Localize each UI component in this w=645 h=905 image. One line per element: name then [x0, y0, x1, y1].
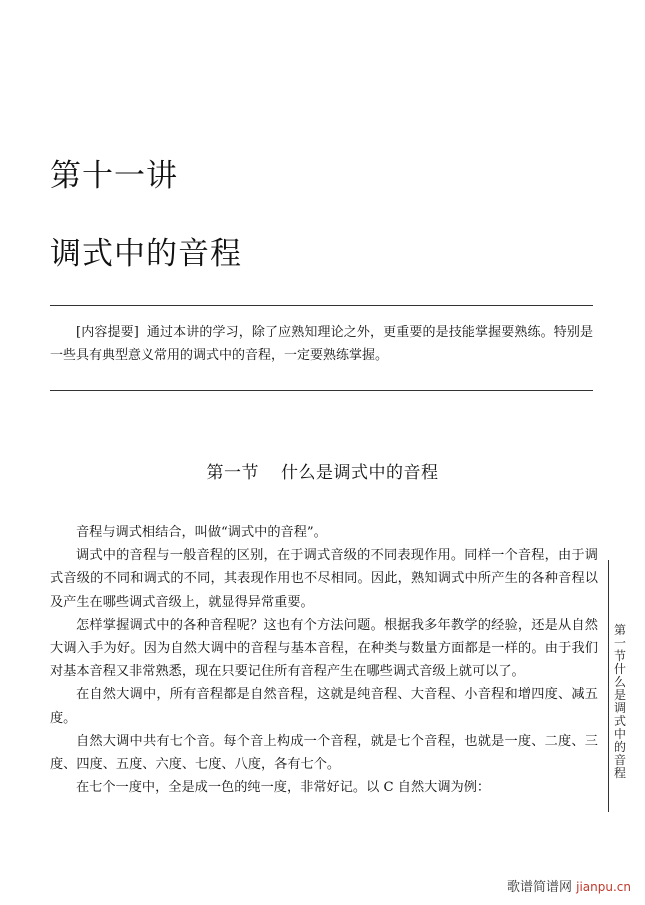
paragraph: 调式中的音程与一般音程的区别，在于调式音级的不同表现作用。同样一个音程，由于调式音级的不同和调式的不同，其表现作用也不尽相同。因此，熟知调式中所产生的各种音程以及产生在哪些调式音级上，就显得异常重要。: [50, 548, 598, 610]
paragraph: 怎样掌握调式中的各种音程呢？这也有个方法问题。根据我多年教学的经验，还是从自然大调入手为好。因为自然大调中的音程与基本音程，在种类与数量方面都是一样的。由于我们对基本音程又非常熟悉，现在只要记住所有音程产生在哪些调式音级上就可以了。: [50, 617, 598, 680]
chapter-number: 第十一讲: [50, 158, 178, 194]
summary-bottom-rule: [50, 390, 593, 391]
side-tab-label: 第一节 什么是调式中的音程: [613, 623, 639, 780]
chapter-title: 调式中的音程: [50, 236, 242, 272]
content-summary: [50, 321, 593, 367]
body-text: [50, 521, 598, 799]
summary-text: 通过本讲的学习，除了应熟知理论之外，更重要的是技能掌握要熟练。特别是一些具有典型意义常用的调式中的音程，一定要熟练掌握。: [50, 325, 593, 363]
paragraph: 自然大调中共有七个音。每个音上构成一个音程，就是七个音程，也就是一度、二度、三度、四度、五度、六度、七度、八度，各有七个。: [50, 733, 598, 773]
summary-label: [内容提要]: [76, 325, 139, 340]
watermark: [507, 876, 631, 895]
section-number: 第一节: [206, 463, 259, 483]
watermark-url: jianpu.cn: [576, 880, 631, 894]
paragraph: 在自然大调中，所有音程都是自然音程，这就是纯音程、大音程、小音程和增四度、减五度。: [50, 687, 598, 726]
section-heading: [0, 458, 645, 483]
paragraph: 音程与调式相结合，叫做“调式中的音程”。: [76, 525, 327, 540]
watermark-site: 歌谱简谱网: [506, 880, 572, 895]
paragraph: 在七个一度中，全是成一色的纯一度，非常好记。以 C 自然大调为例：: [76, 780, 491, 796]
section-title: 什么是调式中的音程: [281, 463, 439, 483]
summary-top-rule: [50, 305, 593, 306]
